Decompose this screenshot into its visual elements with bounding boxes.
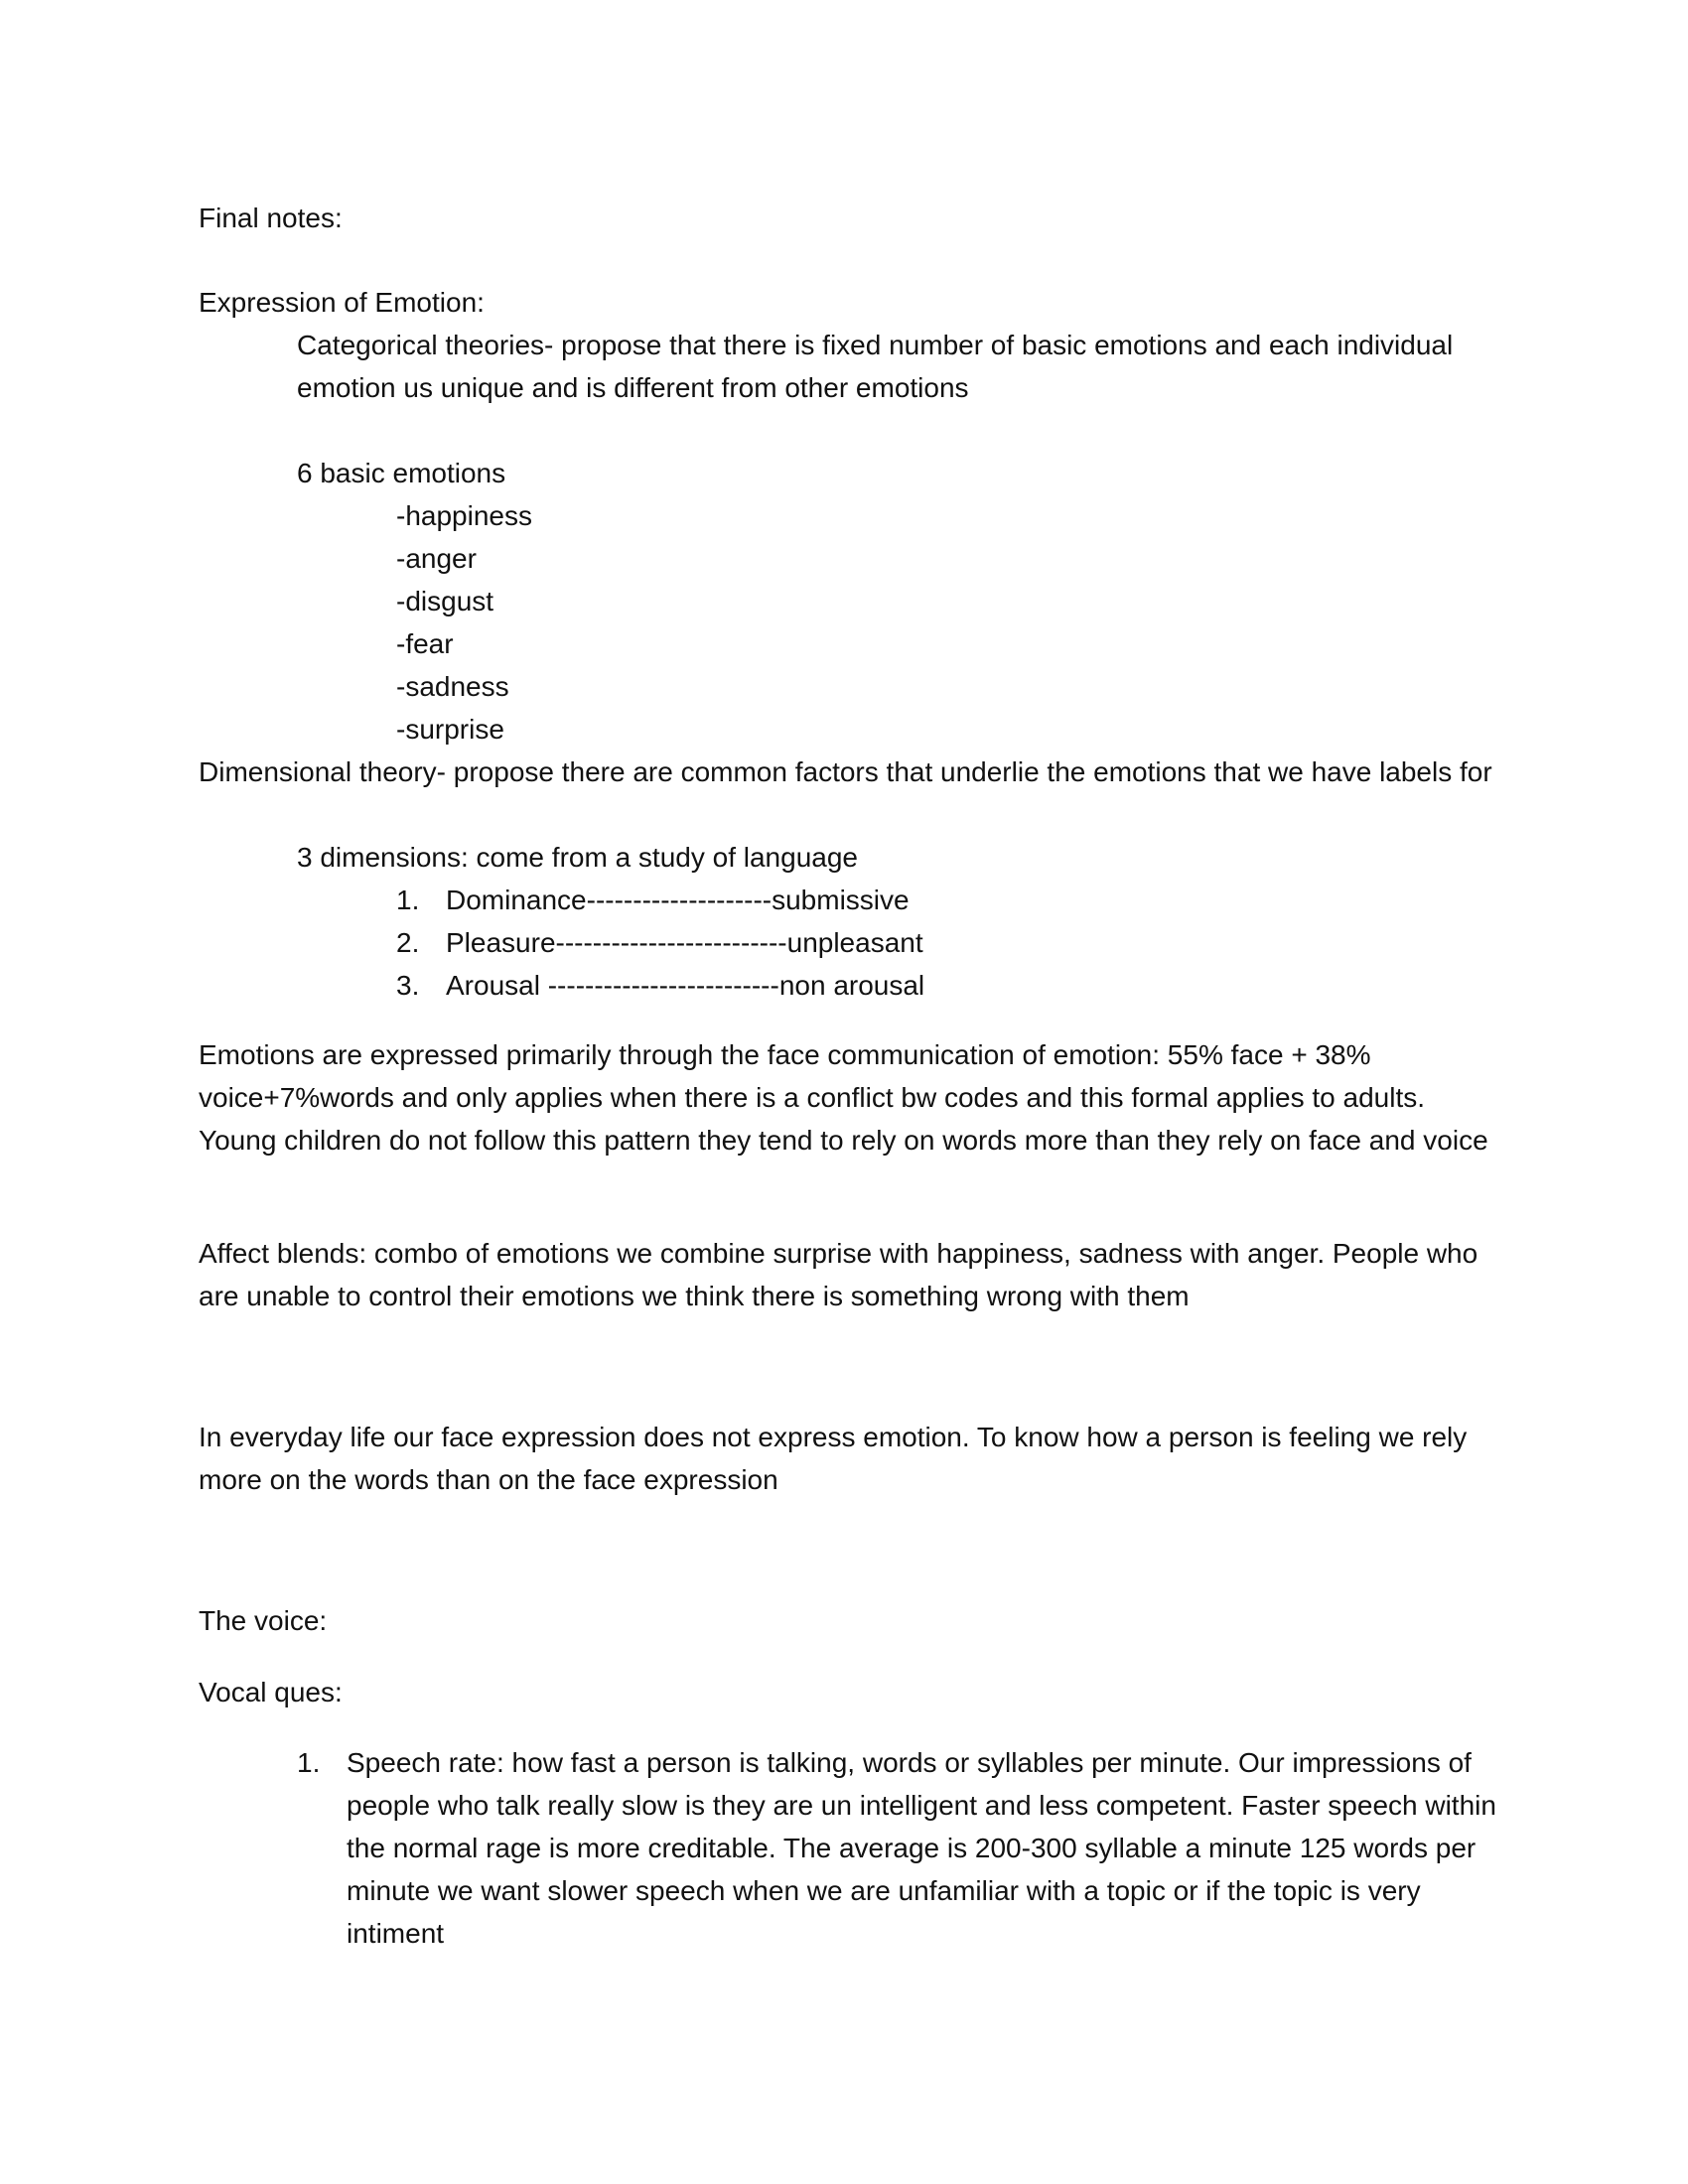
basic-emotions-heading: 6 basic emotions [297,458,506,488]
list-item: -happiness [396,500,532,531]
list-item: -fear [396,628,454,659]
everyday-life-paragraph: In everyday life our face expression does not express emotion. To know how a person is feeling we rely more on the words than on the face expression [199,1422,1468,1495]
speech-rate-paragraph: Speech rate: how fast a person is talking, words or syllables per minute. Our impressions of people who talk really slow is they are un intelligent and less competent. Faster speech within the normal rage is more creditable. The average is 200-300 syllable a minute 125 words per minute we want slower speech when we are unfamiliar with a topic or if the topic is very intiment [347,1747,1496,1949]
vocal-cues-heading: Vocal ques: [199,1677,343,1707]
dimensions-heading: 3 dimensions: come from a study of language [297,842,858,873]
list-number: 2. [396,927,420,958]
section-heading-voice: The voice: [199,1605,328,1636]
section-heading-expression: Expression of Emotion: [199,287,485,318]
list-number: 1. [297,1747,321,1778]
list-item: -anger [396,543,477,574]
list-number: 3. [396,970,420,1001]
list-item: Pleasure-------------------------unpleasant [446,927,923,958]
list-item: Dominance--------------------submissive [446,885,910,915]
page-title: Final notes: [199,203,343,233]
list-item: -sadness [396,671,509,702]
expressed-emotions-paragraph: Emotions are expressed primarily through the face communication of emotion: 55% face + 38% voice+7%words and only applies when there is a conflict bw codes and this formal applies to adults. Young children do not follow this pattern they tend to rely on words more than they rely on face and voice [199,1039,1488,1156]
list-number: 1. [396,885,420,915]
list-item: -disgust [396,586,494,616]
list-item: -surprise [396,714,504,745]
dimensional-theory-paragraph: Dimensional theory- propose there are common factors that underlie the emotions that we have labels for [199,756,1492,787]
affect-blends-paragraph: Affect blends: combo of emotions we combine surprise with happiness, sadness with anger. People who are unable to control their emotions we think there is something wrong with them [199,1238,1478,1311]
list-item: Arousal -------------------------non arousal [446,970,925,1001]
categorical-theories-paragraph: Categorical theories- propose that there is fixed number of basic emotions and each individual emotion us unique and is different from other emotions [297,330,1454,403]
